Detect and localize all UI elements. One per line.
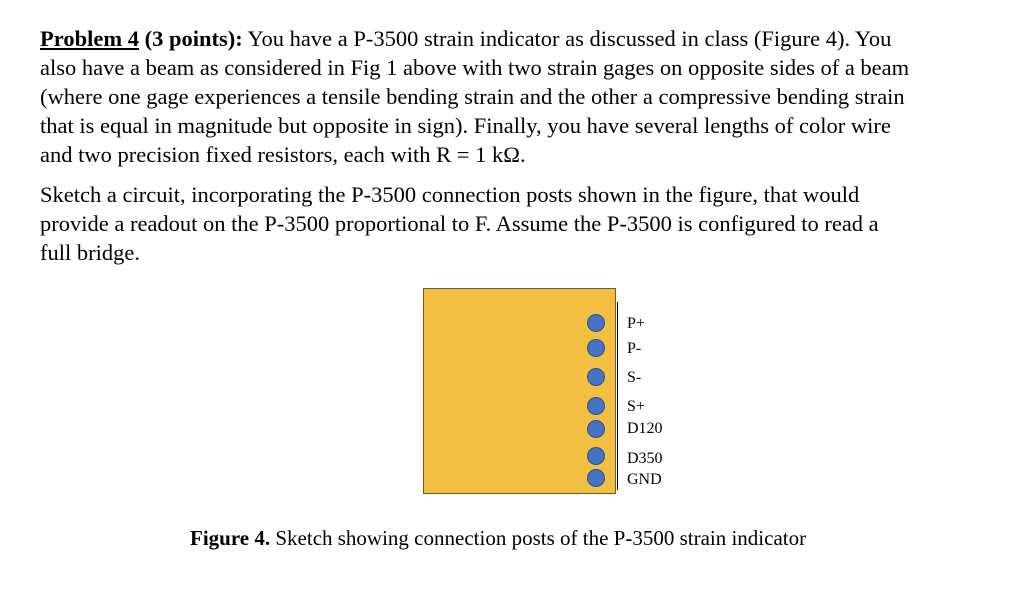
post-label-s-minus: S- xyxy=(627,369,642,386)
problem-line-1-text: You have a P-3500 strain indicator as discussed in class (Figure 4). You xyxy=(242,26,892,51)
post-s-plus xyxy=(587,397,605,415)
figure-caption-text: Sketch showing connection posts of the P-3500 strain indicator xyxy=(270,526,807,550)
post-label-p-minus: P- xyxy=(627,340,642,357)
post-s-minus xyxy=(587,368,605,386)
problem-line-5: and two precision fixed resistors, each with R = 1 kΩ. xyxy=(40,142,526,167)
problem-line-1 xyxy=(40,24,1000,53)
post-p-minus xyxy=(587,339,605,357)
task-line-2: provide a readout on the P-3500 proportional to F. Assume the P-3500 is configured to read a xyxy=(40,211,879,236)
problem-line-3: (where one gage experiences a tensile bending strain and the other a compressive bending strain xyxy=(40,84,905,109)
task-line-1: Sketch a circuit, incorporating the P-3500 connection posts shown in the figure, that would xyxy=(40,182,860,207)
post-d120 xyxy=(587,420,605,438)
task-line-3: full bridge. xyxy=(40,240,140,265)
task-statement xyxy=(40,180,1000,267)
figure-caption-label: Figure 4. xyxy=(190,526,271,550)
post-label-p-plus: P+ xyxy=(627,315,645,332)
problem-line-2: also have a beam as considered in Fig 1 above with two strain gages on opposite sides of a beam xyxy=(40,55,910,80)
figure-caption xyxy=(190,525,806,551)
problem-label: Problem 4 xyxy=(40,26,139,51)
post-label-d120: D120 xyxy=(627,420,663,437)
post-d350 xyxy=(587,447,605,465)
problem-line-4: that is equal in magnitude but opposite in sign). Finally, you have several lengths of color wire xyxy=(40,113,891,138)
post-p-plus xyxy=(587,314,605,332)
post-label-gnd: GND xyxy=(627,471,662,488)
post-label-s-plus: S+ xyxy=(627,398,645,415)
post-label-d350: D350 xyxy=(627,450,663,467)
problem-points: (3 points): xyxy=(138,26,243,51)
problem-statement xyxy=(40,24,1000,169)
label-divider xyxy=(617,302,618,490)
post-gnd xyxy=(587,469,605,487)
